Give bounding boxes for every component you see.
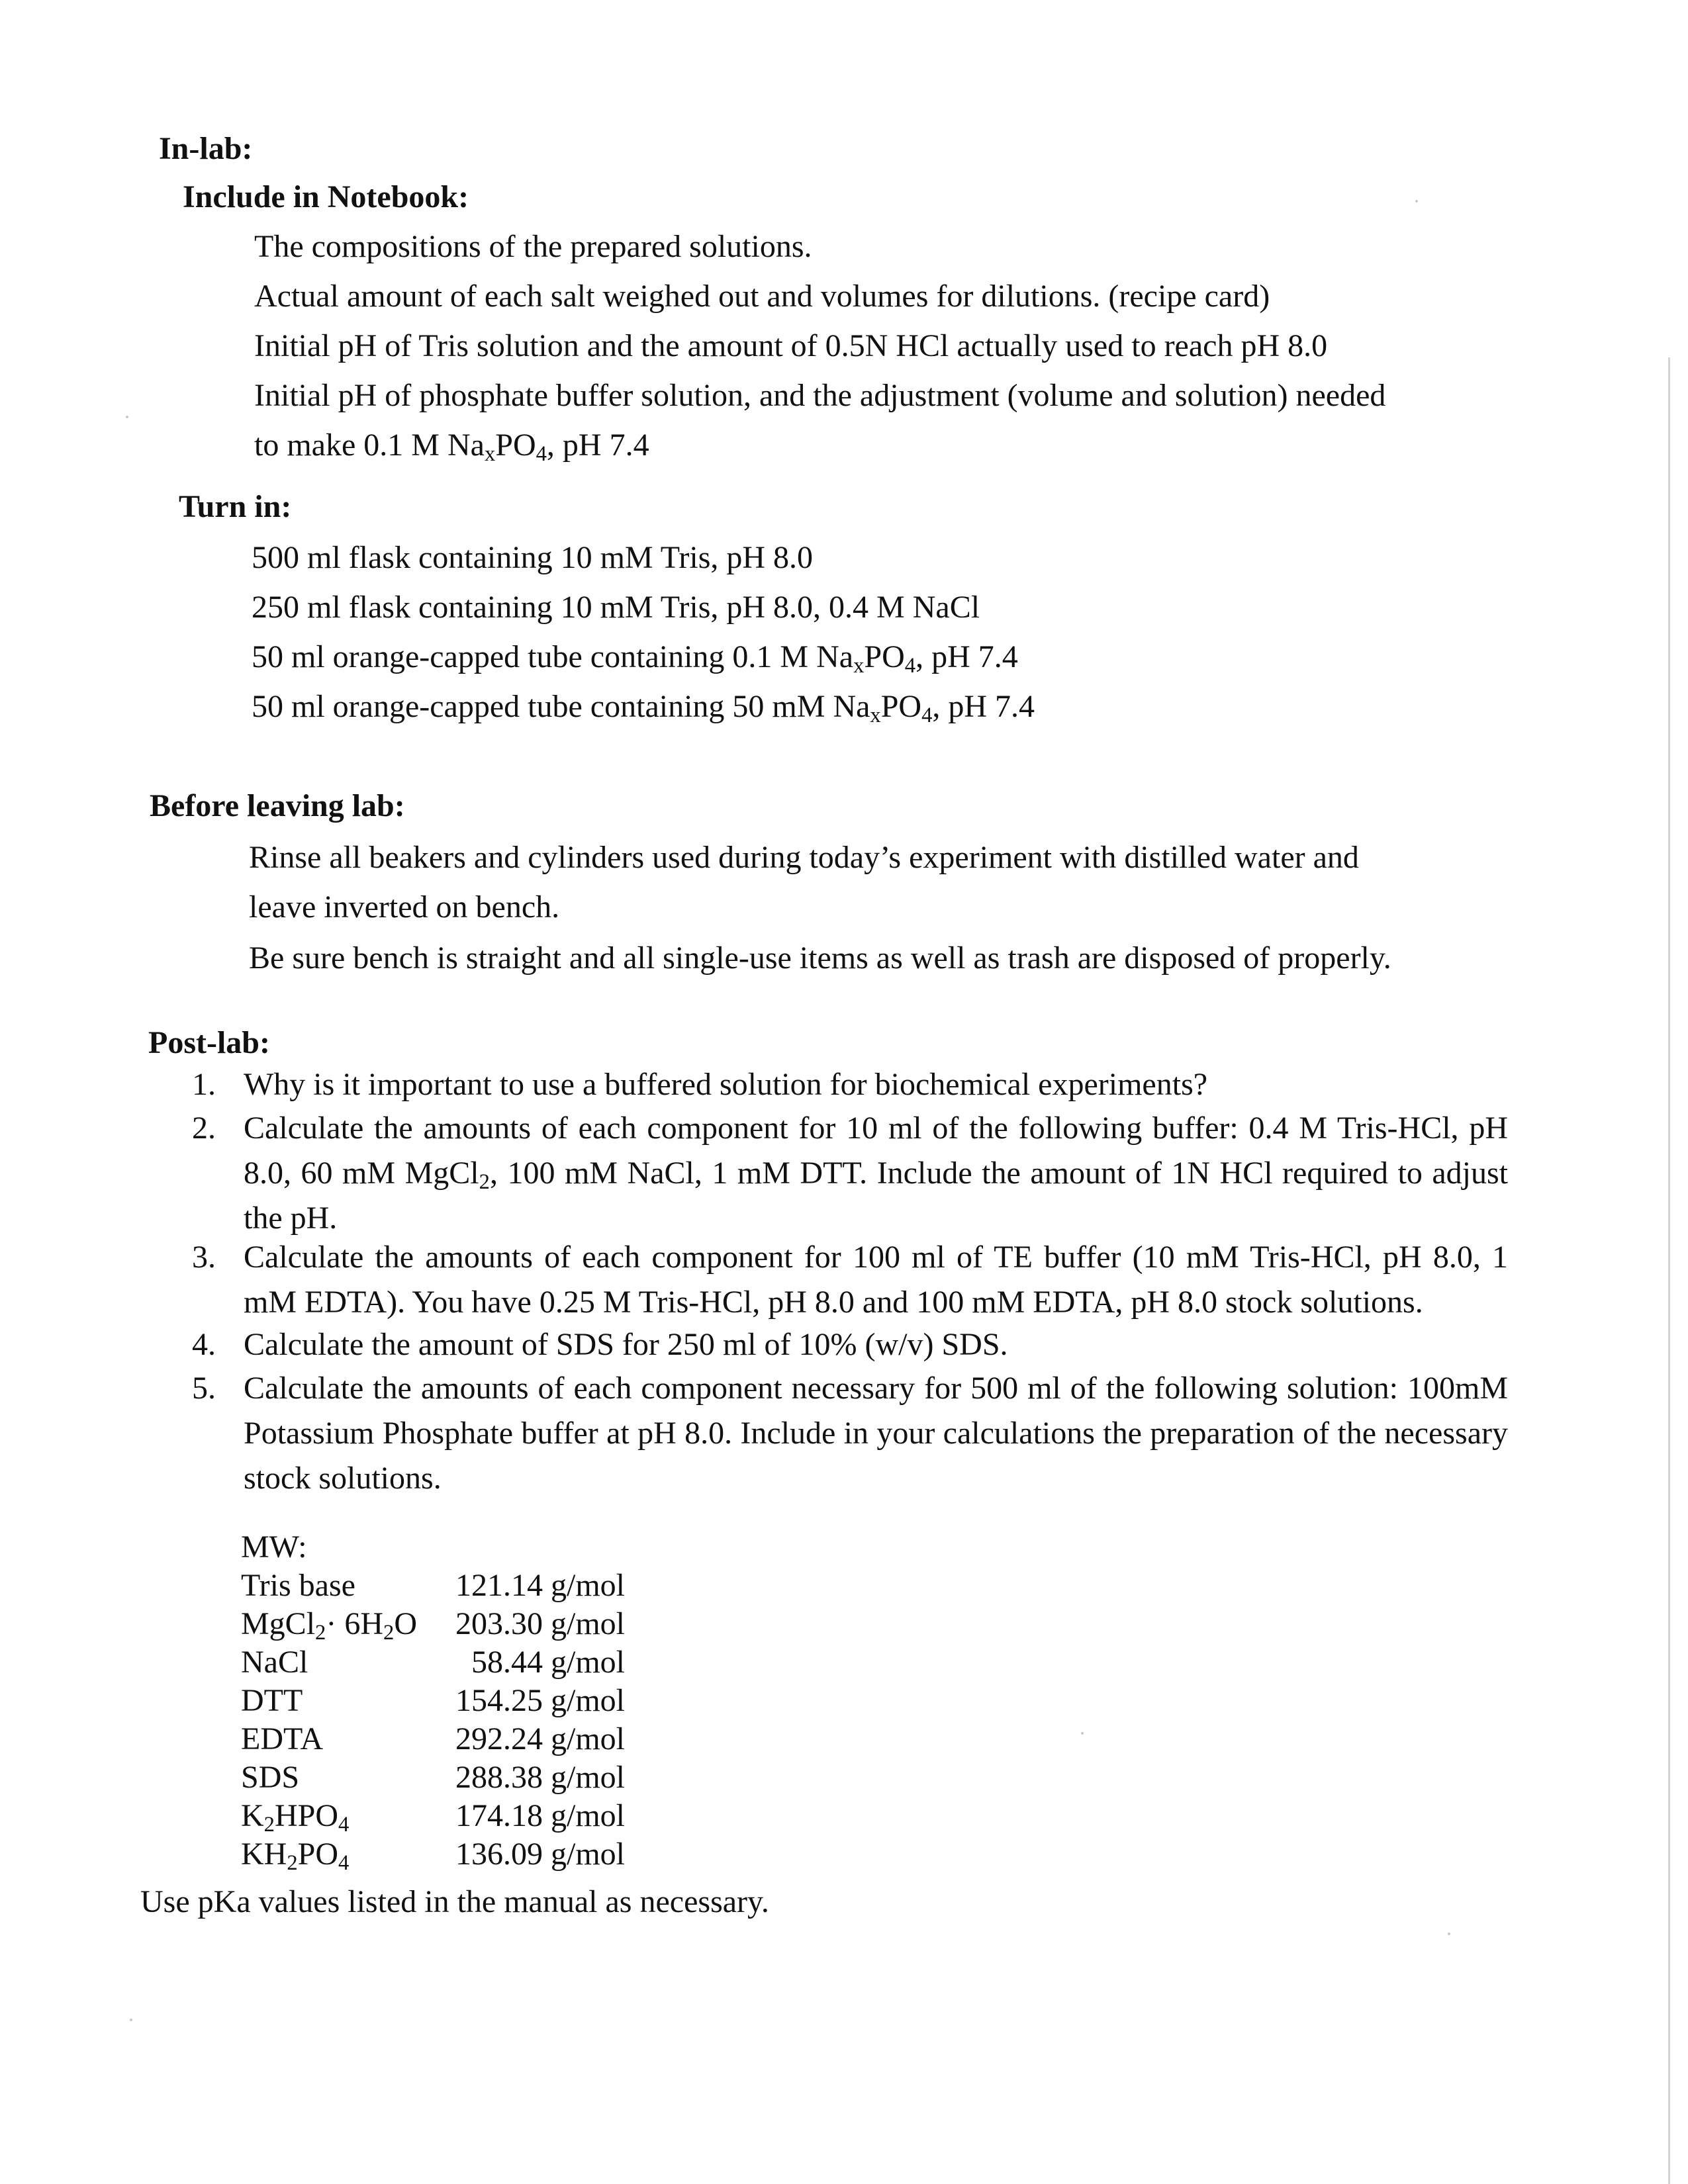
postlab-question: [192, 1235, 1508, 1325]
mw-value: 292.24 g/mol: [455, 1721, 625, 1756]
notebook-item: Initial pH of Tris solution and the amount of 0.5N HCl actually used to reach pH 8.0: [254, 328, 1328, 363]
question-text: Calculate the amount of SDS for 250 ml of 10% (w/v) SDS.: [244, 1327, 1008, 1362]
mw-value: 174.18 g/mol: [455, 1798, 625, 1833]
turnin-heading: Turn in:: [179, 489, 292, 524]
mw-value: 203.30 g/mol: [455, 1606, 625, 1641]
question-text: Calculate the amounts of each component for 100 ml of TE buffer (10 mM Tris-HCl, pH 8.0, 1 mM EDTA). You have 0.25 M Tris-HCl, pH 8.0 and 100 mM EDTA, pH 8.0 stock solutions.: [244, 1240, 1508, 1320]
mw-row: [241, 1643, 625, 1682]
mw-row: [241, 1758, 625, 1797]
mw-row: [241, 1567, 625, 1605]
question-number: 4.: [192, 1327, 216, 1362]
mw-label: MW:: [241, 1529, 307, 1565]
mw-compound: SDS: [241, 1760, 300, 1795]
before-heading: Before leaving lab:: [150, 788, 405, 823]
postlab-question: [192, 1322, 1508, 1367]
mw-table: [241, 1528, 625, 1876]
scan-speck: [130, 2019, 132, 2021]
mw-value: 288.38 g/mol: [455, 1760, 625, 1795]
mw-row: [241, 1682, 625, 1720]
notebook-item: Actual amount of each salt weighed out and volumes for dilutions. (recipe card): [254, 279, 1270, 314]
question-text: Calculate the amounts of each component necessary for 500 ml of the following solution: 100mM Potassium Phosphate buffer at pH 8.0. Include in your calculations the preparation of the necessary stock solutions.: [244, 1371, 1508, 1496]
before-item: leave inverted on bench.: [249, 889, 560, 925]
mw-row: [241, 1720, 625, 1758]
mw-row: [241, 1835, 625, 1876]
mw-row: [241, 1797, 625, 1837]
mw-compound: EDTA: [241, 1721, 324, 1756]
notebook-item: Initial pH of phosphate buffer solution, and the adjustment (volume and solution) needed: [254, 378, 1386, 413]
mw-row: [241, 1605, 625, 1645]
scan-speck: [126, 416, 128, 418]
mw-compound: NaCl: [241, 1645, 308, 1680]
before-item: Be sure bench is straight and all single-use items as well as trash are disposed of properly.: [249, 940, 1391, 976]
turnin-item: 50 ml orange-capped tube containing 0.1 M $Na_xPO_4$, pH 7.4: [252, 639, 1018, 678]
question-number: 1.: [192, 1067, 216, 1102]
scan-edge-line: [1668, 357, 1670, 2184]
pka-note: Use pKa values listed in the manual as necessary.: [140, 1884, 769, 1919]
scan-speck: [1448, 1933, 1450, 1935]
turnin-item: 250 ml flask containing 10 mM Tris, pH 8.0, 0.4 M NaCl: [252, 590, 980, 625]
scan-speck: [1415, 200, 1418, 203]
mw-value: 154.25 g/mol: [455, 1683, 625, 1718]
scan-speck: [1081, 1732, 1084, 1735]
mw-compound: DTT: [241, 1683, 303, 1718]
postlab-question: [192, 1106, 1508, 1241]
postlab-heading: Post-lab:: [148, 1025, 270, 1060]
mw-value: 136.09 g/mol: [455, 1837, 625, 1872]
mw-value: 58.44 g/mol: [471, 1645, 625, 1680]
mw-compound: MgCl$_2$· $6H_2O$: [241, 1606, 417, 1645]
question-text: Why is it important to use a buffered solution for biochemical experiments?: [244, 1067, 1208, 1102]
notebook-item: The compositions of the prepared solutions.: [254, 229, 812, 264]
notebook-heading: Include in Notebook:: [183, 179, 469, 214]
mw-value: 121.14 g/mol: [455, 1568, 625, 1603]
mw-compound: Tris base: [241, 1568, 355, 1603]
before-item: Rinse all beakers and cylinders used during today’s experiment with distilled water and: [249, 840, 1359, 875]
question-text: Calculate the amounts of each component for 10 ml of the following buffer: 0.4 M Tris-HCl, pH 8.0, 60 mM MgCl$_2$, 100 mM NaCl, 1 mM DTT. Include the amount of 1N HCl required to adjust the pH.: [244, 1111, 1508, 1236]
notebook-item: to make 0.1 M $Na_xPO_4$, pH 7.4: [254, 428, 649, 467]
mw-compound: $K_2HPO_4$: [241, 1798, 350, 1837]
turnin-item: 500 ml flask containing 10 mM Tris, pH 8.0: [252, 540, 814, 575]
question-number: 5.: [192, 1371, 216, 1406]
question-number: 3.: [192, 1240, 216, 1275]
turnin-item: 50 ml orange-capped tube containing 50 mM $Na_xPO_4$, pH 7.4: [252, 689, 1035, 728]
question-number: 2.: [192, 1111, 216, 1146]
mw-compound: $KH_2PO_4$: [241, 1837, 350, 1876]
postlab-question: [192, 1366, 1508, 1501]
inlab-heading: In-lab:: [159, 131, 253, 166]
postlab-question: [192, 1062, 1508, 1107]
